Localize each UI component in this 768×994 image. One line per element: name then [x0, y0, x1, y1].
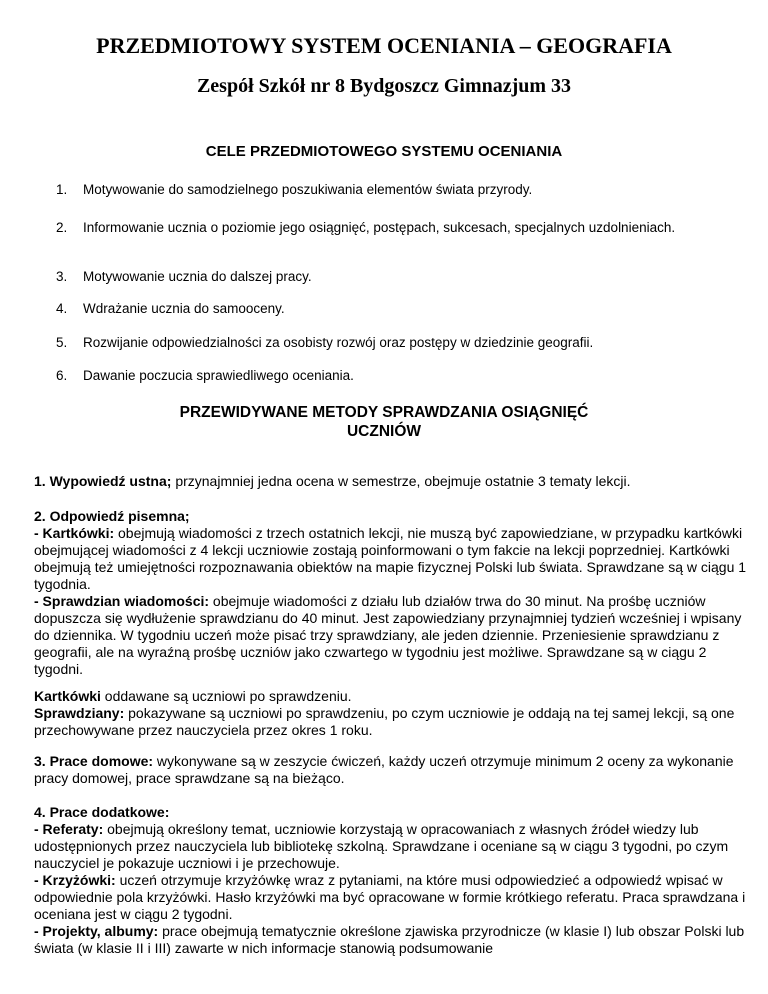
goal-number: 5. [56, 335, 68, 350]
document-title: PRZEDMIOTOWY SYSTEM OCENIANIA – GEOGRAFIA [96, 33, 672, 58]
section-homework [34, 753, 750, 787]
goal-number: 1. [56, 182, 68, 197]
projekty-text: prace obejmują tematycznie określone zjawiska przyrodnicze (w klasie I) lub obszar Polski lub świata (w klasie II i III) zawarte w nich informacje stanowią podsumowanie [34, 923, 745, 956]
returns-sprawdziany-text: pokazywane są uczniowi po sprawdzeniu, po czym uczniowie je oddają na tej samej lekcji, są one przechowywane przez nauczyciela przez okres 1 roku. [34, 705, 735, 738]
goal-number: 6. [56, 368, 68, 383]
goals-heading: CELE PRZEDMIOTOWEGO SYSTEMU OCENIANIA [205, 143, 563, 160]
goal-text: Rozwijanie odpowiedzialności za osobisty rozwój oraz postępy w dziedzinie geografii. [83, 335, 594, 350]
goal-item [56, 300, 736, 317]
section-extra-work [34, 804, 750, 957]
kartkowki-text: obejmują wiadomości z trzech ostatnich lekcji, nie muszą być zapowiedziane, w przypadku kartkówki obejmującej wiadomości z 4 lekcji uczniowie zostają poinformowani o tym fakcie na lekcji poprzedniej. Kartkówki obejmują też umiejętności rozpoznawania obiektów na mapie fizycznej Polski lub świata. Sprawdzane są w ciągu 1 tygodnia. [34, 525, 747, 592]
krzyzowki-label: - Krzyżówki: [34, 872, 116, 888]
sprawdzian-label: - Sprawdzian wiadomości: [34, 593, 210, 609]
goal-text: Wdrażanie ucznia do samooceny. [83, 301, 285, 316]
projekty-label: - Projekty, albumy: [34, 923, 159, 939]
goal-item [56, 219, 736, 236]
goal-number: 2. [56, 220, 68, 235]
goal-item [56, 334, 736, 351]
sprawdzian-text: obejmuje wiadomości z działu lub działów trwa do 30 minut. Na prośbę uczniów dopuszcza się wydłużenie sprawdzianu do 40 minut. Jest zapowiedziany przynajmniej tydzień wcześniej i wpisany do dziennika. W tygodniu uczeń może pisać trzy sprawdziany, ale jeden dziennie. Przeniesienie sprawdzianu z geografii, ale na wyraźną prośbę uczniów jako czwartego w tygodniu jest możliwe. Sprawdzane są w ciągu 2 tygodni. [34, 593, 742, 677]
document-subtitle: Zespół Szkół nr 8 Bydgoszcz Gimnazjum 33 [196, 75, 572, 97]
referaty-text: obejmują określony temat, uczniowie korzystają w opracowaniach z własnych źródeł wiedzy lub udostępnionych przez nauczyciela lub bibliotekę szkolną. Sprawdzane i oceniane są w ciągu 3 tygodni, po czym nauczyciel je pokazuje uczniowi i je przechowuje. [34, 821, 729, 871]
goal-item [56, 181, 736, 198]
section-label: 1. Wypowiedź ustna; [34, 473, 172, 489]
section-label: 2. Odpowiedź pisemna; [34, 508, 190, 524]
section-text: wykonywane są w zeszycie ćwiczeń, każdy uczeń otrzymuje minimum 2 oceny za wykonanie pracy domowej, prace sprawdzane są na bieżąco. [34, 753, 734, 786]
goal-item [56, 367, 736, 384]
krzyzowki-text: uczeń otrzymuje krzyżówkę wraz z pytaniami, na które musi odpowiedzieć a odpowiedź wpisać w odpowiednie pola krzyżówki. Hasło krzyżówki ma być opracowane w formie krótkiego referatu. Praca sprawdzana i oceniana jest w ciągu 2 tygodni. [34, 872, 746, 922]
section-written [34, 508, 750, 678]
methods-heading-line1: PRZEWIDYWANE METODY SPRAWDZANIA OSIĄGNIĘĆ [179, 404, 589, 421]
methods-heading [0, 403, 768, 441]
section-returns [34, 688, 750, 739]
goal-text: Dawanie poczucia sprawiedliwego oceniania. [83, 368, 354, 383]
goal-item [56, 268, 736, 285]
returns-kartkowki-text: oddawane są uczniowi po sprawdzeniu. [100, 688, 352, 704]
section-label: 4. Prace dodatkowe: [34, 804, 170, 820]
section-text: przynajmniej jedna ocena w semestrze, obejmuje ostatnie 3 tematy lekcji. [171, 473, 631, 489]
methods-heading-line2: UCZNIÓW [346, 423, 422, 440]
goal-text: Motywowanie ucznia do dalszej pracy. [83, 269, 312, 284]
returns-sprawdziany-label: Sprawdziany: [34, 705, 125, 721]
section-oral [34, 473, 750, 490]
referaty-label: - Referaty: [34, 821, 104, 837]
returns-kartkowki-label: Kartkówki [34, 688, 101, 704]
goal-text: Motywowanie do samodzielnego poszukiwania elementów świata przyrody. [83, 182, 533, 197]
kartkowki-label: - Kartkówki: [34, 525, 115, 541]
goal-text: Informowanie ucznia o poziomie jego osiągnięć, postępach, sukcesach, specjalnych uzdolnieniach. [83, 220, 676, 235]
goal-number: 3. [56, 269, 68, 284]
section-label: 3. Prace domowe: [34, 753, 154, 769]
goal-number: 4. [56, 301, 68, 316]
